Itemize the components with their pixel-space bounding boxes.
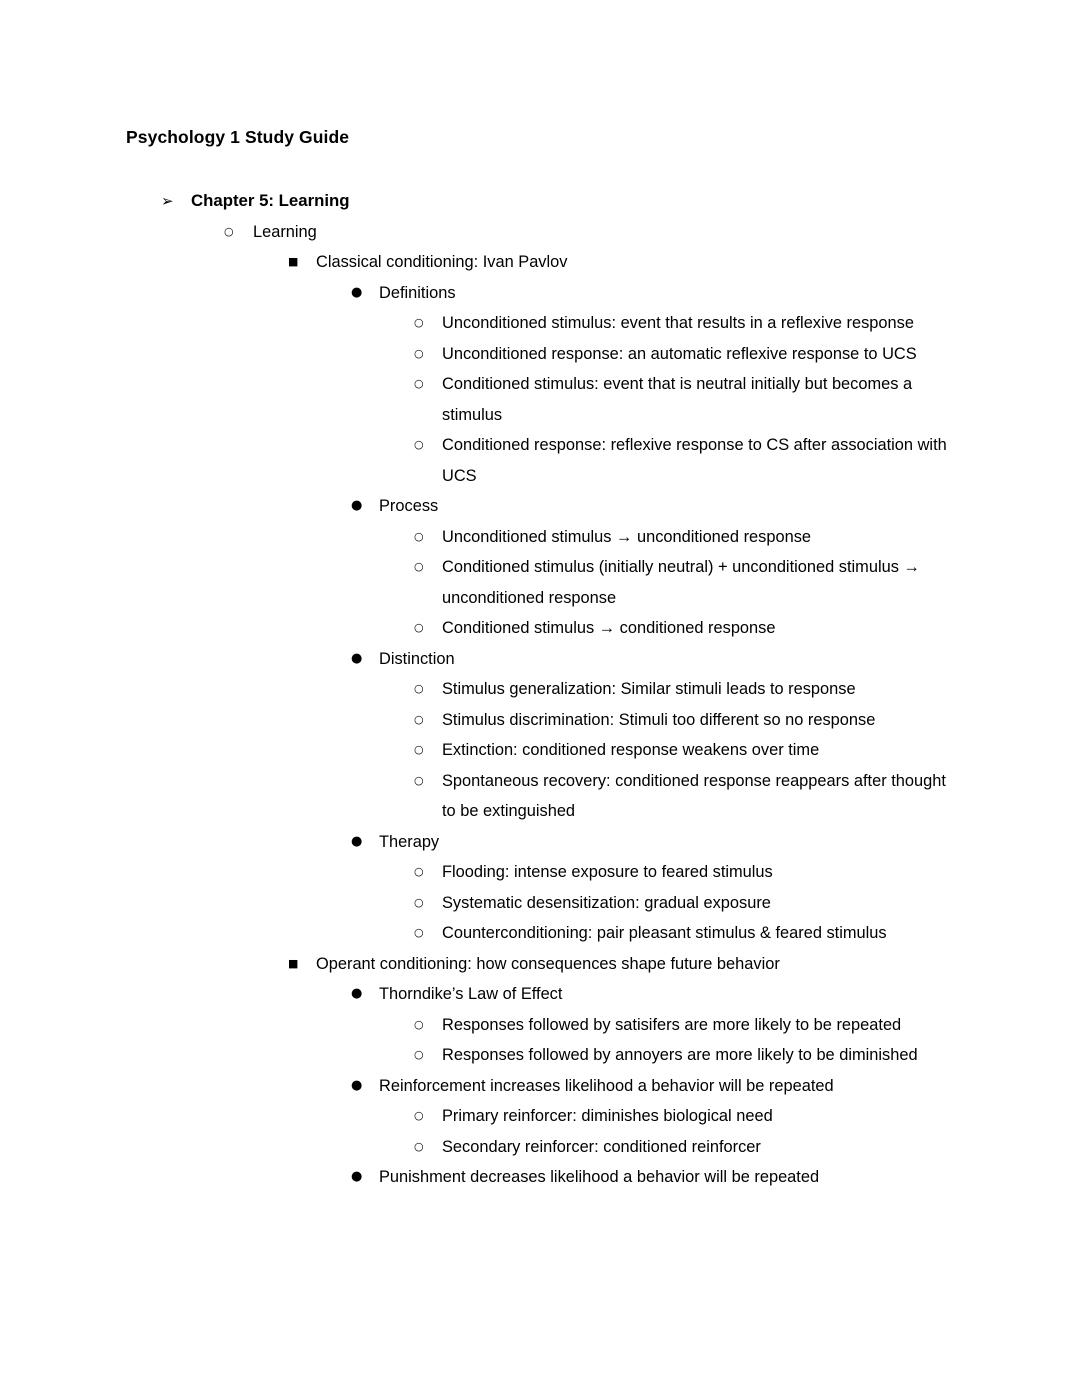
hollow-circle-bullet-icon: ○ [414, 773, 424, 787]
outline-item-level-5 [0, 705, 1080, 736]
outline-item-level-5 [0, 857, 1080, 888]
outline-item-level-5 [0, 1132, 1080, 1163]
outline-item-level-4 [0, 1071, 1080, 1102]
outline-item-text: Operant conditioning: how consequences shape future behavior [316, 954, 780, 973]
hollow-circle-bullet-icon: ○ [414, 682, 424, 695]
outline-item-text: Spontaneous recovery: conditioned response reappears after thought to be extinguished [442, 771, 946, 820]
filled-square-bullet-icon: ■ [288, 956, 299, 970]
outline-item-level-5 [0, 735, 1080, 766]
outline-item-level-5 [0, 918, 1080, 949]
outline-item-level-5 [0, 888, 1080, 919]
hollow-circle-bullet-icon: ○ [414, 743, 424, 756]
outline-item-text: Extinction: conditioned response weakens over time [442, 741, 820, 759]
filled-disc-bullet-icon: ● [351, 1169, 363, 1184]
outline-item-text: Primary reinforcer: diminishes biological need [442, 1107, 773, 1125]
page-title: Psychology 1 Study Guide [126, 127, 350, 147]
outline-item-level-2 [0, 217, 1080, 248]
outline-item-text: Conditioned stimulus (initially neutral) + unconditioned stimulus → unconditioned response [442, 558, 920, 607]
outline-item-level-4 [0, 1162, 1080, 1193]
filled-disc-bullet-icon: ● [351, 833, 363, 849]
hollow-circle-bullet-icon: ○ [414, 316, 424, 329]
filled-square-bullet-icon: ■ [288, 255, 299, 268]
hollow-circle-bullet-icon: ○ [224, 224, 234, 238]
outline-item-text: Unconditioned response: an automatic reflexive response to UCS [442, 344, 917, 363]
filled-disc-bullet-icon: ● [351, 284, 363, 300]
outline-item-text: Flooding: intense exposure to feared stimulus [442, 863, 773, 881]
outline-item-level-5 [0, 369, 1080, 430]
outline-item-level-5 [0, 674, 1080, 705]
outline-item-text: Conditioned response: reflexive response to CS after association with UCS [442, 436, 947, 485]
outline-item-level-5 [0, 1040, 1080, 1071]
outline-item-text: Classical conditioning: Ivan Pavlov [316, 253, 568, 271]
outline-item-text: Unconditioned stimulus → unconditioned response [442, 527, 812, 546]
outline-item-text: Responses followed by satisifers are more likely to be repeated [442, 1015, 902, 1034]
hollow-circle-bullet-icon: ○ [414, 895, 424, 909]
hollow-circle-bullet-icon: ○ [414, 529, 424, 543]
outline-item-text: Conditioned stimulus: event that is neutral initially but becomes a stimulus [442, 375, 913, 424]
outline-item-text: Process [379, 497, 439, 515]
outline-item-text: Definitions [379, 283, 456, 302]
outline-item-level-3 [0, 949, 1080, 980]
outline-item-level-3 [0, 247, 1080, 278]
arrow-bullet-icon: ➢ [161, 192, 174, 210]
outline-list [0, 186, 1080, 1193]
outline-item-text: Thorndike’s Law of Effect [379, 985, 563, 1003]
outline-item-text: Chapter 5: Learning [191, 191, 350, 210]
hollow-circle-bullet-icon: ○ [414, 346, 424, 360]
outline-item-level-5 [0, 308, 1080, 339]
outline-item-level-4 [0, 827, 1080, 858]
outline-item-level-5 [0, 613, 1080, 644]
outline-item-level-5 [0, 766, 1080, 827]
hollow-circle-bullet-icon: ○ [414, 1109, 424, 1122]
filled-disc-bullet-icon: ● [351, 650, 363, 666]
outline-item-text: Counterconditioning: pair pleasant stimulus & feared stimulus [442, 924, 887, 942]
hollow-circle-bullet-icon: ○ [414, 377, 424, 390]
outline-item-text: Unconditioned stimulus: event that results in a reflexive response [442, 314, 914, 332]
outline-item-text: Responses followed by annoyers are more likely to be diminished [442, 1046, 918, 1064]
hollow-circle-bullet-icon: ○ [414, 926, 424, 939]
hollow-circle-bullet-icon: ○ [414, 1017, 424, 1031]
hollow-circle-bullet-icon: ○ [414, 1048, 424, 1061]
outline-item-level-5 [0, 1010, 1080, 1041]
outline-item-text: Learning [253, 222, 317, 241]
filled-disc-bullet-icon: ● [351, 986, 363, 1001]
hollow-circle-bullet-icon: ○ [414, 438, 424, 451]
filled-disc-bullet-icon: ● [351, 498, 363, 513]
outline-item-text: Stimulus discrimination: Stimuli too different so no response [442, 710, 876, 729]
outline-item-text: Stimulus generalization: Similar stimuli leads to response [442, 680, 856, 698]
outline-item-level-4 [0, 278, 1080, 309]
outline-item-text: Systematic desensitization: gradual exposure [442, 893, 771, 912]
outline-item-level-5 [0, 1101, 1080, 1132]
outline-item-level-4 [0, 644, 1080, 675]
outline-item-level-1 [0, 186, 1080, 217]
outline-item-text: Distinction [379, 649, 455, 668]
outline-item-level-4 [0, 491, 1080, 522]
outline-item-text: Reinforcement increases likelihood a behavior will be repeated [379, 1076, 834, 1095]
hollow-circle-bullet-icon: ○ [414, 712, 424, 726]
hollow-circle-bullet-icon: ○ [414, 560, 424, 573]
outline-item-level-4 [0, 979, 1080, 1010]
outline-item-text: Punishment decreases likelihood a behavior will be repeated [379, 1168, 820, 1186]
hollow-circle-bullet-icon: ○ [414, 621, 424, 634]
outline-item-level-5 [0, 552, 1080, 613]
outline-item-text: Therapy [379, 832, 440, 851]
outline-item-level-5 [0, 339, 1080, 370]
outline-item-text: Conditioned stimulus → conditioned response [442, 619, 776, 637]
outline-item-text: Secondary reinforcer: conditioned reinforcer [442, 1137, 761, 1156]
hollow-circle-bullet-icon: ○ [414, 1139, 424, 1153]
outline-item-level-5 [0, 430, 1080, 491]
hollow-circle-bullet-icon: ○ [414, 865, 424, 878]
filled-disc-bullet-icon: ● [351, 1077, 363, 1093]
outline-item-level-5 [0, 522, 1080, 553]
